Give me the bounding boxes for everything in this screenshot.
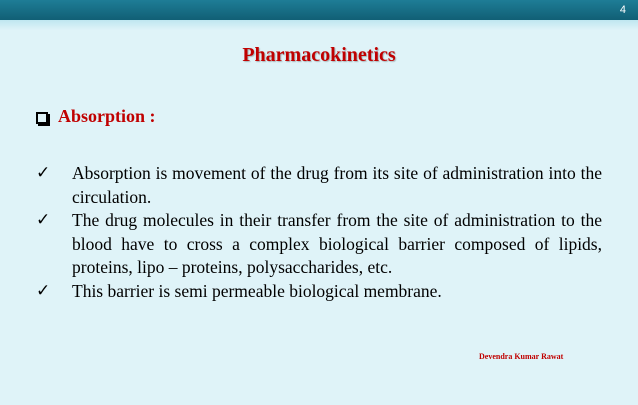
bullet-text: This barrier is semi permeable biological membrane.	[72, 280, 442, 301]
header-shine	[0, 20, 638, 30]
bullet-list	[36, 162, 602, 303]
bullet-item	[36, 280, 602, 304]
checkmark-icon: ✓	[36, 210, 51, 230]
square-bullet-icon	[36, 112, 48, 124]
checkmark-icon: ✓	[36, 280, 51, 301]
slide-title: Pharmacokinetics	[242, 44, 396, 66]
header-bar	[0, 0, 638, 20]
section-heading-text: Absorption :	[58, 106, 156, 126]
bullet-text: Absorption is movement of the drug from its site of administration into the circulation.	[72, 163, 602, 207]
bullet-item	[36, 209, 602, 280]
bullet-text: The drug molecules in their transfer from the site of administration to the blood have to cross a complex biological barrier composed of lipids, proteins, lipo – proteins, polysaccharides, etc.	[72, 210, 602, 277]
author-footer: Devendra Kumar Rawat	[479, 352, 564, 361]
bullet-item	[36, 162, 602, 209]
checkmark-icon: ✓	[36, 163, 51, 183]
slide-number: 4	[619, 4, 626, 16]
section-heading	[36, 106, 156, 127]
